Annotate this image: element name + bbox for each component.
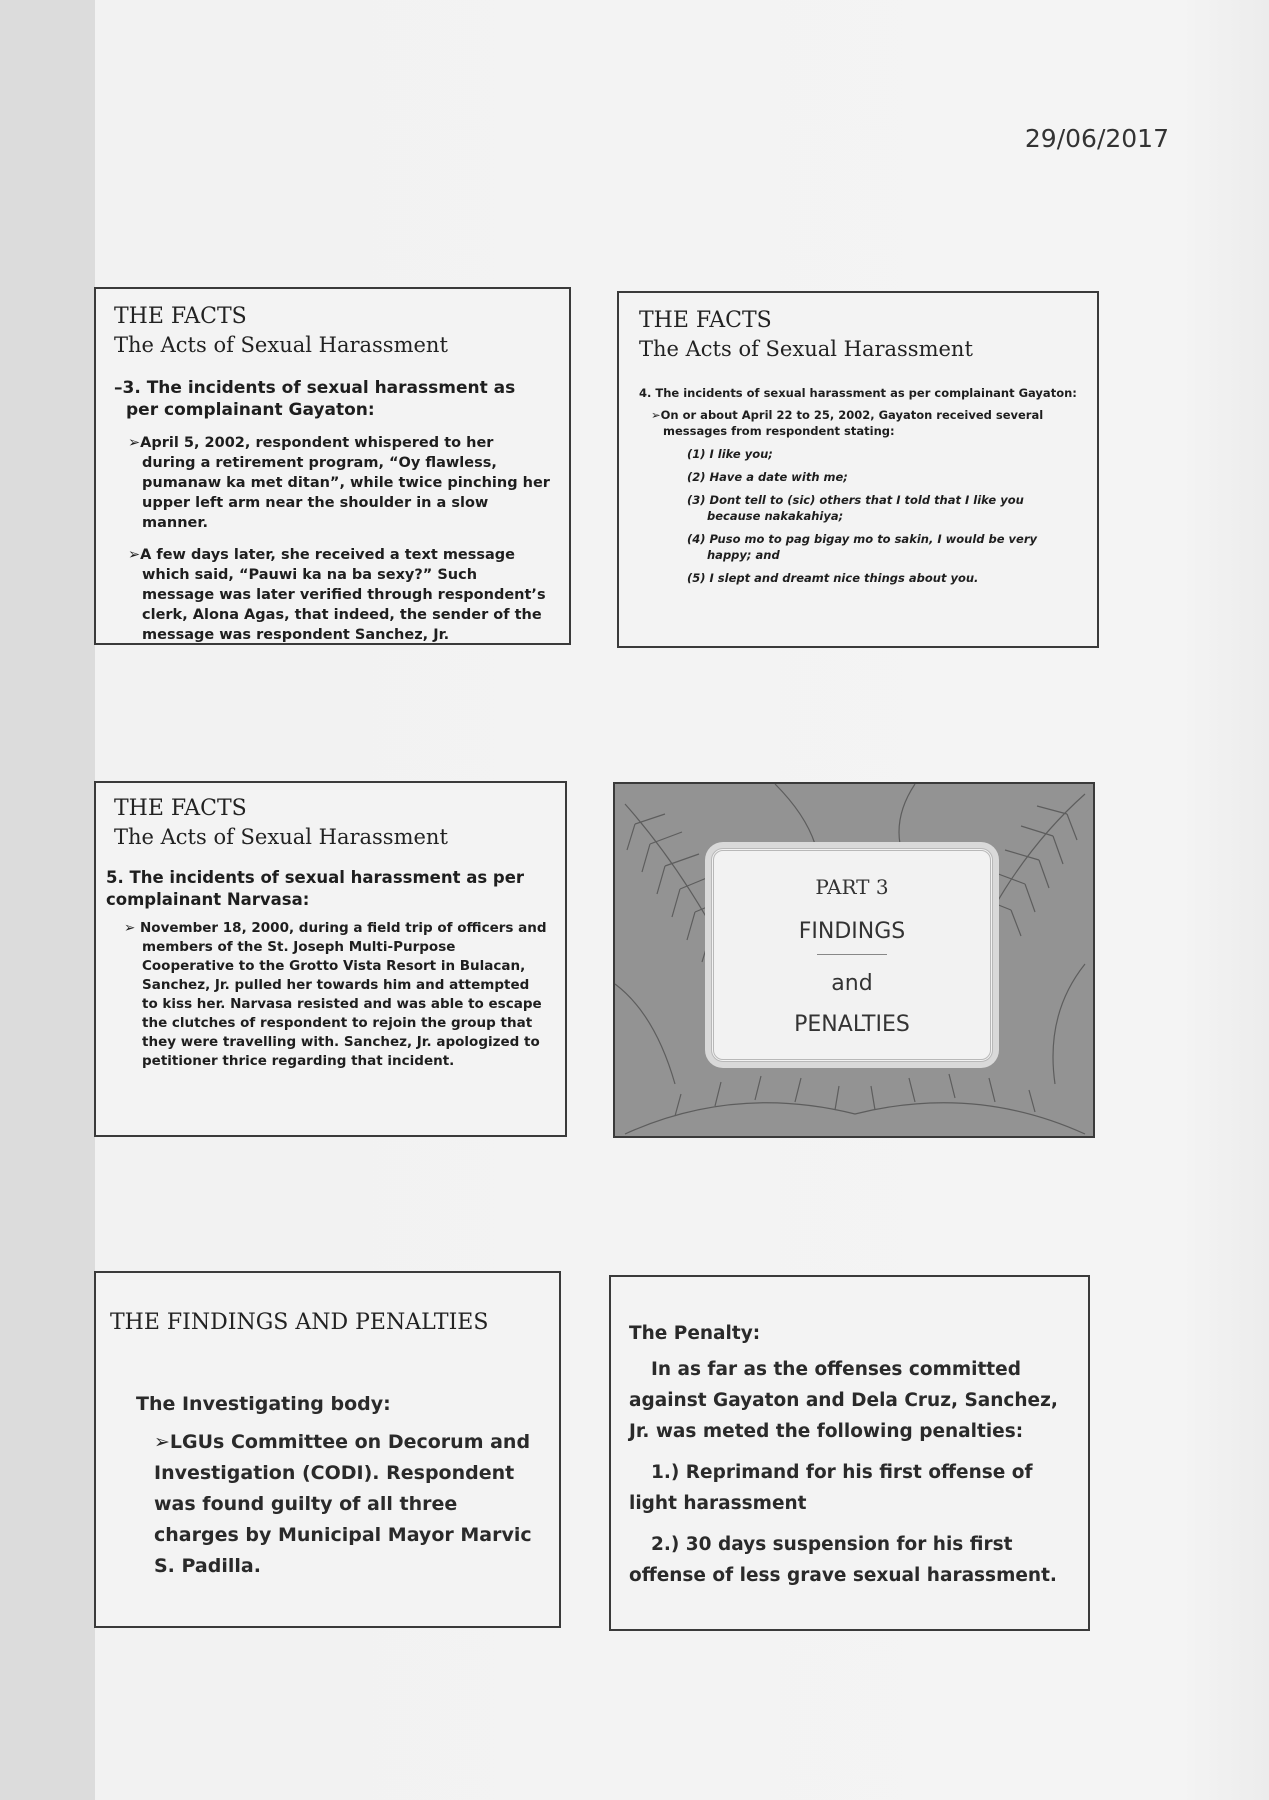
slide-heading: 5. The incidents of sexual harassment as per complainant Narvasa: [106, 868, 525, 909]
findings-text: FINDINGS [798, 919, 906, 944]
slide-facts-4 [617, 291, 1099, 648]
message-item: (2) Have a date with me; [687, 470, 848, 484]
slide-bullet: ➢ November 18, 2000, during a field trip of officers and members of the St. Joseph Multi-Purpose Cooperative to the Grotto Vista Resort in Bulacan, Sanchez, Jr. pulled her towards him and attempted to kiss her. Narvasa resisted and was able to escape the clutches of respondent to rejoin the group that they were travelling with. Sanchez, Jr. apologized to petitioner thrice regarding that incident. [124, 920, 547, 1069]
page-date: 29/06/2017 [1024, 124, 1169, 153]
slide-title: THE FACTS [114, 796, 247, 821]
message-item: (1) I like you; [687, 447, 773, 461]
slide-bullet: ➢A few days later, she received a text message which said, “Pauwi ka na ba sexy?” Such message was later verified through respondent’s clerk, Alona Agas, that indeed, the sender of the message was respondent Sanchez, Jr. [128, 547, 546, 643]
slide-facts-5 [94, 781, 567, 1137]
penalties-text: PENALTIES [794, 1012, 910, 1037]
slide-heading: 4. The incidents of sexual harassment as per complainant Gayaton: [639, 386, 1077, 400]
slide-subtitle: The Acts of Sexual Harassment [114, 825, 448, 849]
slide-title: THE FACTS [114, 304, 247, 329]
slide-subtitle: The Acts of Sexual Harassment [639, 337, 973, 361]
message-item: (4) Puso mo to pag bigay mo to sakin, I would be very happy; and [687, 532, 1038, 562]
slide-subtitle: The Acts of Sexual Harassment [114, 333, 448, 357]
divider [817, 954, 887, 955]
message-item: (5) I slept and dreamt nice things about you. [687, 571, 979, 585]
penalty-intro: In as far as the offenses committed against Gayaton and Dela Cruz, Sanchez, Jr. was meted the following penalties: [629, 1359, 1058, 1442]
investigating-body-label: The Investigating body: [136, 1393, 391, 1415]
slide-findings-penalties [94, 1271, 561, 1628]
message-item: (3) Dont tell to (sic) others that I told that I like you because nakakahiya; [687, 493, 1024, 523]
slide-bullet: ➢On or about April 22 to 25, 2002, Gayaton received several messages from respondent stating: [651, 408, 1044, 438]
penalty-item: 2.) 30 days suspension for his first offense of less grave sexual harassment. [629, 1534, 1057, 1586]
scan-shadow [0, 0, 95, 1800]
slide-part-3 [613, 782, 1095, 1138]
slide-title: THE FACTS [639, 308, 772, 333]
investigating-body-text: ➢LGUs Committee on Decorum and Investigation (CODI). Respondent was found guilty of all three charges by Municipal Mayor Marvic S. Padilla. [154, 1431, 532, 1577]
part-label: PART 3 [815, 875, 889, 899]
slide-title: THE FINDINGS AND PENALTIES [110, 1310, 489, 1335]
slide-bullet: ➢April 5, 2002, respondent whispered to her during a retirement program, “Oy flawless, pumanaw ka met ditan”, while twice pinching her upper left arm near the shoulder in a slow manner. [128, 435, 550, 531]
slide-facts-3 [94, 287, 571, 645]
slide-penalty [609, 1275, 1090, 1631]
slide-heading: –3. The incidents of sexual harassment as per complainant Gayaton: [114, 378, 516, 420]
penalty-label: The Penalty: [629, 1323, 761, 1344]
penalty-item: 1.) Reprimand for his first offense of light harassment [629, 1462, 1033, 1514]
and-text: and [831, 971, 873, 996]
title-card [711, 848, 993, 1062]
